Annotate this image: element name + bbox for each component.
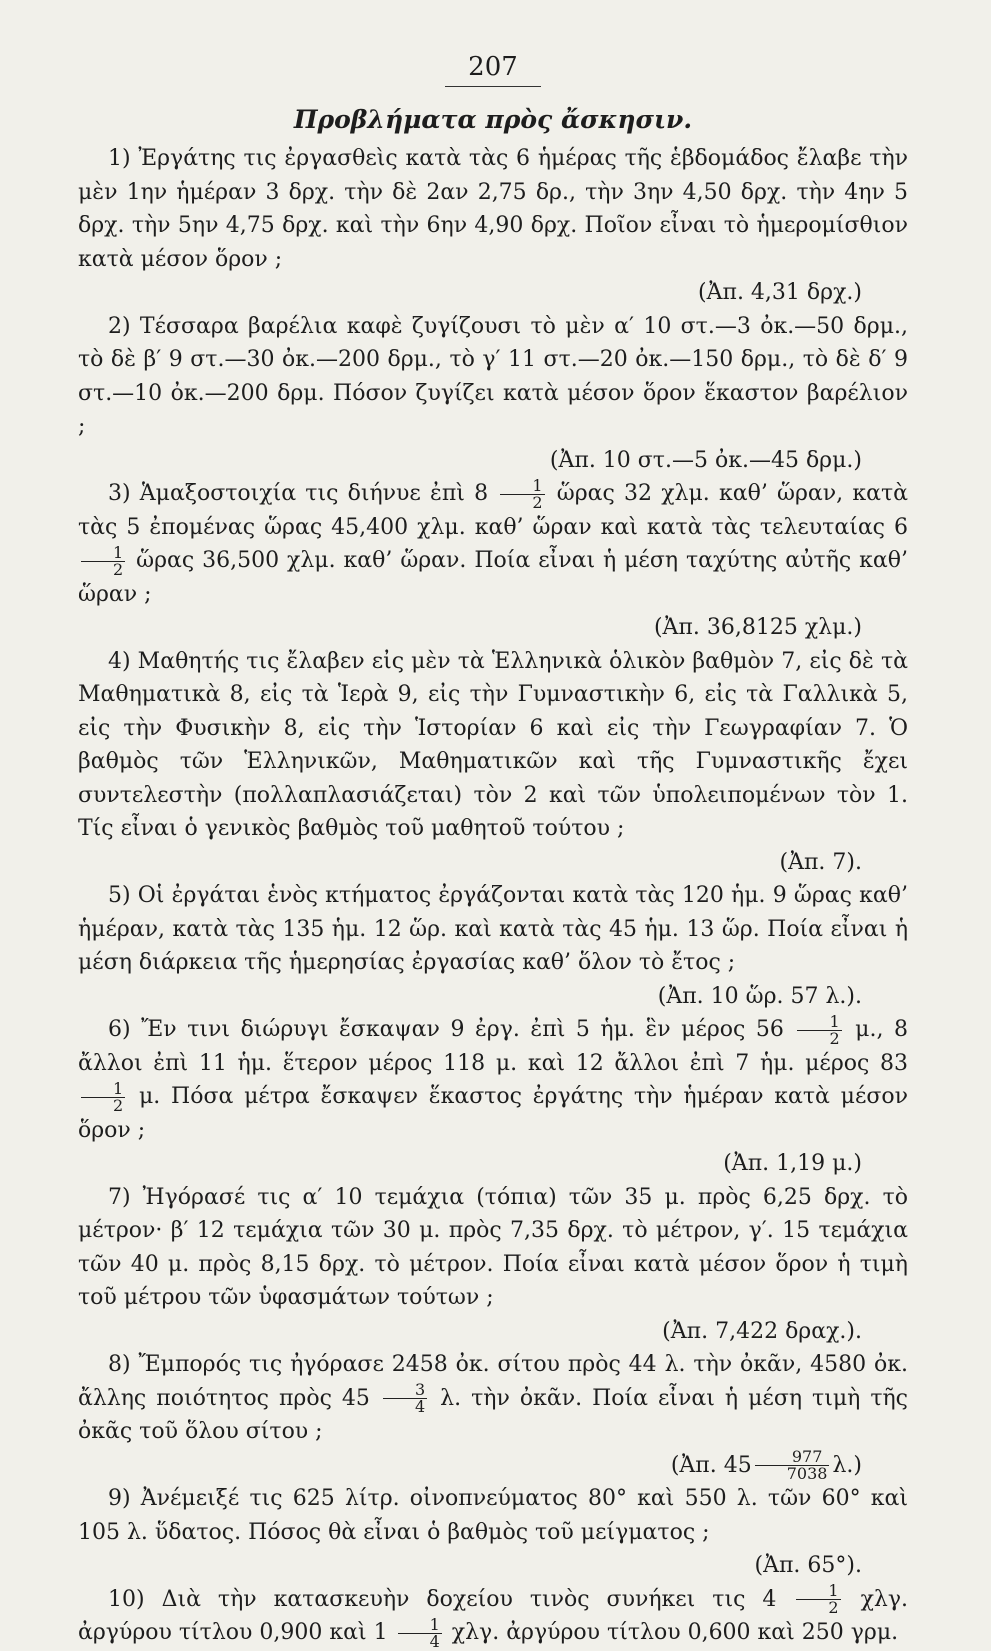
- problem-text: 3) Ἁμαξοστοιχία τις διήνυε ἐπὶ 8: [108, 481, 489, 506]
- problem-text: χλγ. ἀργύρου τίτλου 0,900 καὶ 1: [78, 1586, 908, 1645]
- problem-3: [78, 477, 908, 645]
- problem-text: ὥρας 36,500 χλμ. καθ’ ὥραν. Ποία εἶναι ἡ μέση ταχύτης αὐτῆς καθ’ ὥραν ;: [78, 548, 908, 607]
- denominator: 2: [828, 1598, 839, 1617]
- problem-9: [78, 1482, 908, 1583]
- problem-4: [78, 645, 908, 880]
- denominator: 4: [429, 1631, 440, 1651]
- problem-1: [78, 142, 908, 310]
- denominator: 2: [113, 1095, 124, 1115]
- problem-5: [78, 879, 908, 1013]
- fraction: [796, 1583, 840, 1616]
- numerator: 1: [500, 478, 544, 495]
- denominator: 2: [113, 559, 124, 579]
- answer-text: λ.): [832, 1452, 862, 1478]
- problem-7: [78, 1181, 908, 1349]
- fraction: [398, 1614, 442, 1651]
- problem-answer: (Ἀπ. 10 στ.—5 ὀκ.—45 δρμ.): [549, 447, 862, 473]
- numerator: 977: [755, 1449, 830, 1466]
- fraction: [81, 542, 125, 579]
- fraction: [81, 1078, 125, 1115]
- numerator: 1: [796, 1583, 840, 1600]
- problem-2: [78, 310, 908, 478]
- denominator: 2: [829, 1028, 840, 1048]
- numerator: 1: [398, 1617, 442, 1634]
- problem-answer: [78, 1449, 908, 1483]
- problem-answer: (Ἀπ. 7).: [779, 849, 862, 875]
- problem-6: [78, 1013, 908, 1181]
- problem-answer: (Ἀπ. 7,422 δραχ.).: [662, 1318, 862, 1344]
- problem-text: 9) Ἀνέμειξέ τις 625 λίτρ. οἰνοπνεύματος 80° καὶ 550 λ. τῶν 60° καὶ 105 λ. ὕδατος. Πόσος θὰ εἶναι ὁ βαθμὸς τοῦ μείγματος ;: [78, 1486, 908, 1545]
- problem-text: 4) Μαθητής τις ἔλαβεν εἰς μὲν τὰ Ἑλληνικὰ ὁλικὸν βαθμὸν 7, εἰς δὲ τὰ Μαθηματικὰ 8, εἰς τὰ Ἱερὰ 9, εἰς τὴν Γυμναστικὴν 6, εἰς τὰ Γαλλικὰ 5, εἰς τὴν Φυσικὴν 8, εἰς τὴν Ἱστορίαν 6 καὶ εἰς τὴν Γεωγραφίαν 7. Ὁ βαθμὸς τῶν Ἑλληνικῶν, Μαθηματικῶν καὶ τῆς Γυμναστικῆς ἔχει συντελεστὴν (πολλαπλασιάζεται) τὸν 2 καὶ τῶν ὑπολειπομένων τὸν 1. Τίς εἶναι ὁ γενικὸς βαθμὸς τοῦ μαθητοῦ τούτου ;: [78, 648, 908, 841]
- problem-text: 5) Οἱ ἐργάται ἑνὸς κτήματος ἐργάζονται κατὰ τὰς 120 ἡμ. 9 ὥρας καθ’ ἡμέραν, κατὰ τὰς 135 ἡμ. 12 ὥρ. καὶ κατὰ τὰς 45 ἡμ. 13 ὥρ. Ποία εἶναι ἡ μέση διάρκεια τῆς ἡμερησίας ἐργασίας καθ’ ὅλον τὸ ἔτος ;: [78, 883, 908, 975]
- problem-text: 2) Τέσσαρα βαρέλια καφὲ ζυγίζουσι τὸ μὲν α′ 10 στ.—3 ὀκ.—50 δρμ., τὸ δὲ β′ 9 στ.—30 ὀκ.—200 δρμ., τὸ γ′ 11 στ.—20 ὀκ.—150 δρμ., τὸ δὲ δ′ 9 στ.—10 ὀκ.—200 δρμ. Πόσον ζυγίζει κατὰ μέσον ὅρον ἕκαστον βαρέλιον ;: [78, 313, 908, 439]
- problem-8: [78, 1348, 908, 1482]
- page-number: 207: [468, 52, 518, 82]
- problem-text: μ., 8 ἄλλοι ἐπὶ 11 ἡμ. ἕτερον μέρος 118 μ. καὶ 12 ἄλλοι ἐπὶ 7 ἡμ. μέρος 83: [78, 1017, 908, 1076]
- fraction: [797, 1011, 841, 1048]
- problem-answer: (Ἀπ. 36,8125 χλμ.): [653, 615, 862, 640]
- problem-text: 7) Ἠγόρασέ τις α′ 10 τεμάχια (τόπια) τῶν 35 μ. πρὸς 6,25 δρχ. τὸ μέτρον· β′ 12 τεμάχια τῶν 30 μ. πρὸς 7,35 δρχ. τὸ μέτρον, γ′. 15 τεμάχια τῶν 40 μ. πρὸς 8,15 δρχ. τὸ μέτρον. Ποία εἶναι κατὰ μέσον ὅρον ἡ τιμὴ τοῦ μέτρου τῶν ὑφασμάτων τούτων ;: [78, 1184, 908, 1310]
- problem-text: 8) Ἔμπορός τις ἠγόρασε 2458 ὀκ. σίτου πρὸς 44 λ. τὴν ὀκᾶν, 4580 ὀκ. ἄλλης ποιότητος πρὸς 45: [78, 1352, 908, 1411]
- problem-10: [78, 1583, 908, 1650]
- problem-answer: (Ἀπ. 65°).: [754, 1553, 862, 1578]
- header-rule: [445, 86, 541, 87]
- problem-answer: (Ἀπ. 10 ὥρ. 57 λ.).: [657, 983, 862, 1009]
- denominator: 2: [532, 492, 543, 512]
- answer-text: (Ἀπ. 45: [670, 1452, 752, 1478]
- problem-text: λ. τὴν ὀκᾶν. Ποία εἶναι ἡ μέση τιμὴ τῆς ὀκᾶς τοῦ ὅλου σίτου ;: [78, 1385, 909, 1444]
- problem-text: 6) Ἔν τινι διώρυγι ἔσκαψαν 9 ἐργ. ἐπὶ 5 ἡμ. ἓν μέρος 56: [108, 1017, 784, 1042]
- problem-answer: (Ἀπ. 4,31 δρχ.): [698, 280, 862, 305]
- problem-answer: (Ἀπ. 1,19 μ.): [723, 1151, 862, 1176]
- problem-text: μ. Πόσα μέτρα ἔσκαψεν ἕκαστος ἐργάτης τὴν ἡμέραν κατὰ μέσον ὅρον ;: [78, 1084, 908, 1143]
- problem-text: 1) Ἐργάτης τις ἐργασθεὶς κατὰ τὰς 6 ἡμέρας τῆς ἑβδομάδος ἔλαβε τὴν μὲν 1ην ἡμέραν 3 δρχ. τὴν δὲ 2αν 2,75 δρ., τὴν 3ην 4,50 δρχ. τὴν 4ην 5 δρχ. τὴν 5ην 4,75 δρχ. καὶ τὴν 6ην 4,90 δρχ. Ποῖον εἶναι τὸ ἡμερομίσθιον κατὰ μέσον ὅρον ;: [78, 146, 908, 272]
- fraction: [755, 1449, 830, 1482]
- problem-text: χλγ. ἀργύρου τίτλου 0,600 καὶ 250 γρμ.: [451, 1620, 899, 1645]
- section-title: Προβλήματα πρὸς ἄσκησιν.: [293, 105, 693, 134]
- problem-text: ὥρας 32 χλμ. καθ’ ὥραν, κατὰ τὰς 5 ἐπομένας ὥρας 45,400 χλμ. καθ’ ὥραν καὶ κατὰ τὰς τελευταίας 6: [78, 481, 908, 540]
- numerator: 3: [383, 1382, 427, 1399]
- denominator: 4: [414, 1397, 426, 1416]
- fraction: [500, 475, 544, 512]
- page: [78, 52, 908, 1650]
- problem-text: 10) Διὰ τὴν κατασκευὴν δοχείου τινὸς συνήκει τις 4: [108, 1586, 777, 1612]
- fraction: [383, 1382, 427, 1415]
- numerator: 1: [81, 545, 125, 562]
- problem-list: [78, 142, 908, 1650]
- denominator: 7038: [786, 1464, 828, 1483]
- numerator: 1: [797, 1014, 841, 1031]
- numerator: 1: [81, 1081, 125, 1098]
